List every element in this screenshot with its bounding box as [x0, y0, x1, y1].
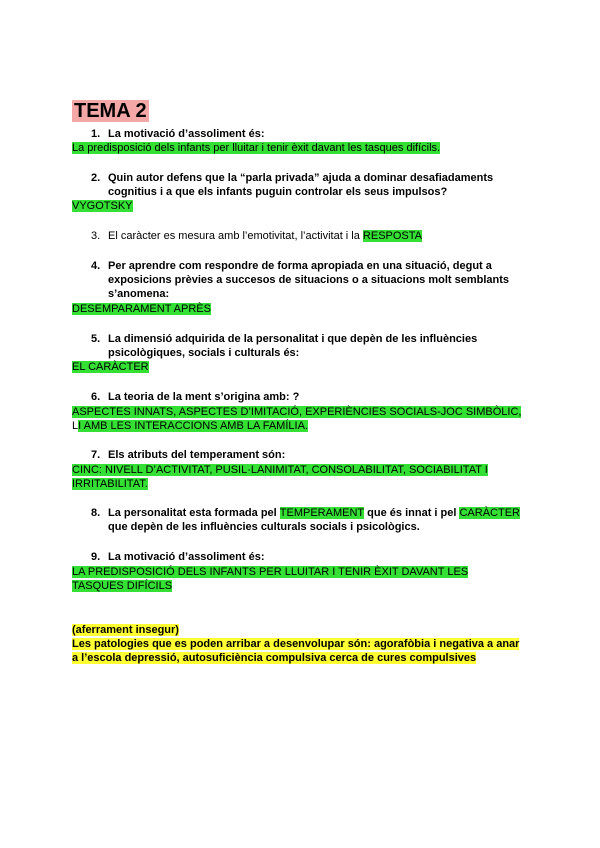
answer-highlight-caracter: CARÀCTER — [459, 507, 520, 519]
question-number: 4. — [91, 260, 101, 272]
question-text: Els atributs del temperament són: — [108, 449, 286, 461]
answer-highlight: RESPOSTA — [362, 230, 423, 242]
question-number: 5. — [91, 333, 101, 345]
question-number: 7. — [91, 449, 101, 461]
question-5 — [91, 332, 531, 360]
question-number: 3. — [91, 230, 101, 242]
answer-2 — [72, 199, 532, 213]
answer-line-1: ASPECTES INNATS, ASPECTES D’IMITACIÓ, EXPERIÈNCIES SOCIALS-JOC SIMBÒLIC, — [72, 406, 522, 418]
answer-text: La predisposició dels infants per lluitar i tenir èxit davant les tasques difícils. — [72, 142, 441, 154]
question-1 — [91, 127, 531, 141]
question-2 — [91, 171, 531, 199]
note-line-1: Les patologies que es poden arribar a desenvolupar són: agorafòbia i negativa a anar — [72, 638, 520, 650]
question-8 — [91, 506, 531, 534]
answer-line-1: LA PREDISPOSICIÓ DELS INFANTS PER LLUITAR I TENIR ÈXIT DAVANT LES — [72, 566, 469, 578]
note-heading: (aferrament insegur) — [72, 624, 179, 636]
question-text: Quin autor defens que la “parla privada” ajuda a dominar desafiadaments cognitius i a que els infants puguin controlar els seus impulsos? — [108, 172, 494, 198]
answer-line-2: I AMB LES INTERACCIONS AMB LA FAMÍLIA. — [78, 420, 308, 432]
answer-5 — [72, 360, 532, 374]
question-number: 1. — [91, 128, 101, 140]
question-text: El caràcter es mesura amb l’emotivitat, l’activitat i la — [108, 230, 363, 242]
question-number: 8. — [91, 507, 101, 519]
question-7 — [91, 448, 531, 462]
question-9 — [91, 550, 531, 564]
answer-6 — [72, 405, 532, 433]
question-text: La motivació d’assoliment és: — [108, 551, 265, 563]
question-text: Per aprendre com respondre de forma apropiada en una situació, degut a exposicions prèvies a succesos de situacions o a situacions molt semblants s’anomena: — [108, 260, 510, 300]
answer-line-2: IRRITABILITAT. — [72, 478, 148, 490]
note-block — [72, 623, 532, 665]
question-text: La dimensió adquirida de la personalitat i que depèn de les influències psicològiques, socials i culturals és: — [108, 333, 478, 359]
question-text-part-2: que és innat i pel — [364, 507, 460, 519]
answer-text: DESEMPARAMENT APRÈS — [72, 303, 211, 315]
answer-line-1: CINC: NIVELL D’ACTIVITAT, PUSIL·LANIMITAT, CONSOLABILITAT, SOCIABILITAT I — [72, 464, 488, 476]
answer-9 — [72, 565, 532, 593]
answer-1 — [72, 141, 532, 155]
question-text: La teoria de la ment s’origina amb: ? — [108, 391, 300, 403]
question-6 — [91, 390, 531, 404]
answer-text: EL CARÀCTER — [72, 361, 149, 373]
note-line-2: a l’escola depressió, autosuficiència compulsiva cerca de cures compulsives — [72, 652, 477, 664]
question-text-part-3: que depèn de les influències culturals socials i psicològics. — [108, 521, 420, 533]
question-3 — [91, 229, 531, 243]
answer-line-2-prefix: L — [72, 420, 79, 432]
answer-text: VYGOTSKY — [72, 200, 133, 212]
answer-highlight-temperament: TEMPERAMENT — [279, 507, 365, 519]
answer-4 — [72, 302, 532, 316]
question-text: La motivació d’assoliment és: — [108, 128, 265, 140]
question-number: 6. — [91, 391, 101, 403]
page-title: TEMA 2 — [74, 100, 147, 122]
question-number: 9. — [91, 551, 101, 563]
answer-line-2: TASQUES DIFÍCILS — [72, 580, 173, 592]
answer-7 — [72, 463, 532, 491]
question-text-part-1: La personalitat esta formada pel — [108, 507, 280, 519]
question-4 — [91, 259, 531, 301]
question-number: 2. — [91, 172, 101, 184]
